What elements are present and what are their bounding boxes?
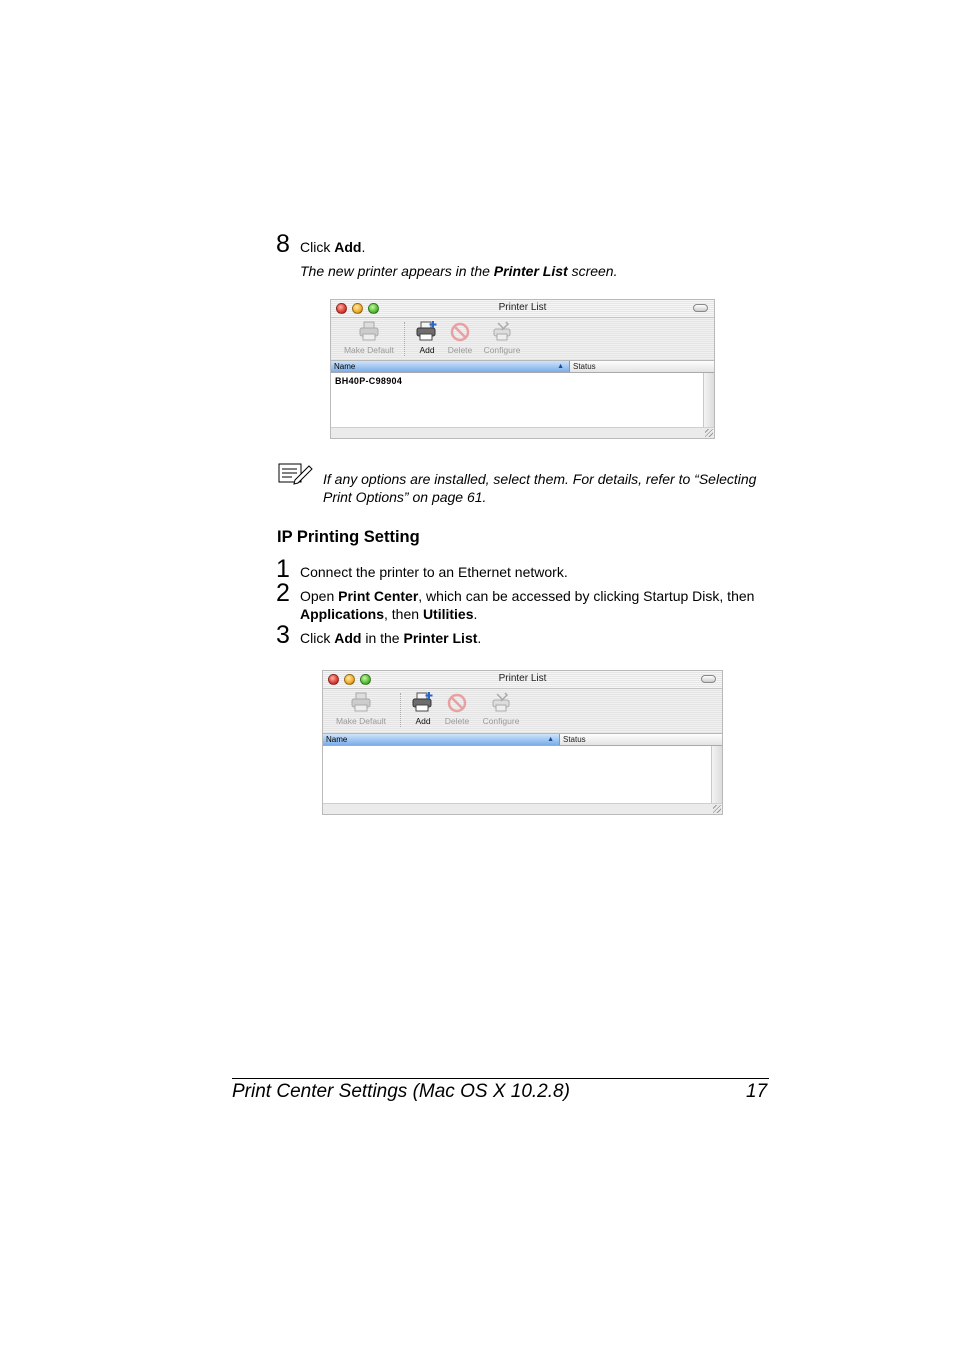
printer-list-window-2 bbox=[322, 670, 723, 815]
printer-list-window-1 bbox=[330, 299, 715, 439]
window-title: Printer List bbox=[498, 673, 547, 684]
vertical-scrollbar[interactable] bbox=[711, 746, 722, 804]
window-title: Printer List bbox=[498, 302, 547, 313]
sort-ascending-icon: ▲ bbox=[557, 363, 564, 370]
step-3-text: Click Add in the Printer List. bbox=[300, 630, 482, 646]
resize-grip-icon[interactable] bbox=[713, 805, 721, 813]
add-label: Add bbox=[419, 345, 435, 355]
result-bold: Printer List bbox=[493, 263, 568, 279]
name-column-label: Name bbox=[326, 735, 348, 744]
configure-icon bbox=[490, 320, 514, 342]
status-column-header[interactable]: Status bbox=[573, 362, 596, 371]
delete-button[interactable] bbox=[443, 320, 477, 355]
sort-ascending-icon: ▲ bbox=[547, 736, 554, 743]
add-button[interactable] bbox=[412, 320, 442, 355]
configure-label: Configure bbox=[482, 716, 520, 726]
toolbar-toggle-button[interactable] bbox=[701, 675, 716, 683]
name-column-label: Name bbox=[334, 362, 356, 371]
horizontal-scrollbar[interactable] bbox=[331, 427, 714, 438]
step-8-result bbox=[300, 262, 618, 280]
step-1-part: Connect the printer to an Ethernet network. bbox=[300, 564, 568, 580]
toolbar bbox=[323, 689, 722, 734]
title-bar[interactable] bbox=[323, 671, 722, 689]
configure-button[interactable] bbox=[478, 691, 524, 726]
make-default-label: Make Default bbox=[343, 345, 395, 355]
add-printer-icon bbox=[411, 691, 435, 713]
make-default-label: Make Default bbox=[335, 716, 387, 726]
page-number: 17 bbox=[746, 1081, 768, 1102]
add-label: Add bbox=[415, 716, 431, 726]
printer-list bbox=[323, 746, 722, 804]
delete-icon bbox=[446, 691, 468, 713]
toolbar-toggle-button[interactable] bbox=[693, 304, 708, 312]
status-column-header[interactable]: Status bbox=[563, 735, 586, 744]
printer-icon bbox=[358, 320, 380, 342]
make-default-button[interactable] bbox=[331, 691, 391, 726]
configure-button[interactable] bbox=[479, 320, 525, 355]
delete-label: Delete bbox=[444, 716, 470, 726]
add-printer-icon bbox=[415, 320, 439, 342]
delete-icon bbox=[449, 320, 471, 342]
step-8-part: Click bbox=[300, 239, 335, 255]
name-column-header[interactable] bbox=[323, 734, 560, 745]
note-text bbox=[323, 470, 756, 506]
title-bar[interactable] bbox=[331, 300, 714, 318]
step-2-line-1: Open Print Center, which can be accessed by clicking Startup Disk, then bbox=[300, 588, 755, 604]
configure-icon bbox=[489, 691, 513, 713]
step-number-1: 1 bbox=[276, 555, 290, 583]
make-default-button[interactable] bbox=[339, 320, 399, 355]
vertical-scrollbar[interactable] bbox=[703, 373, 714, 430]
printer-list bbox=[331, 373, 714, 430]
result-text-end: screen. bbox=[567, 263, 618, 279]
note-line-1: If any options are installed, select them. For details, refer to “Selecting bbox=[323, 471, 757, 487]
horizontal-scrollbar[interactable] bbox=[323, 803, 722, 814]
add-button[interactable] bbox=[408, 691, 438, 726]
table-header bbox=[323, 734, 722, 746]
note-line-2: Print Options” on page 61. bbox=[323, 489, 487, 505]
step-8-text bbox=[300, 238, 365, 256]
result-text: The new printer appears in the bbox=[300, 263, 494, 279]
printer-row[interactable]: BH40P-C98904 bbox=[335, 376, 403, 386]
step-8-part-bold: Add bbox=[334, 239, 362, 255]
resize-grip-icon[interactable] bbox=[705, 429, 713, 437]
note-icon bbox=[278, 462, 314, 486]
configure-label: Configure bbox=[483, 345, 521, 355]
step-2-text bbox=[300, 587, 754, 623]
table-header bbox=[331, 361, 714, 373]
step-number-3: 3 bbox=[276, 621, 290, 649]
section-heading: IP Printing Setting bbox=[277, 528, 420, 546]
step-2-line-2: Applications, then Utilities. bbox=[300, 606, 478, 622]
footer-title: Print Center Settings (Mac OS X 10.2.8) bbox=[232, 1081, 570, 1102]
toolbar bbox=[331, 318, 714, 361]
step-8-part: . bbox=[361, 239, 366, 255]
printer-icon bbox=[350, 691, 372, 713]
step-1-text bbox=[300, 563, 568, 581]
step-number-2: 2 bbox=[276, 579, 290, 607]
footer-rule bbox=[232, 1078, 769, 1079]
delete-label: Delete bbox=[447, 345, 473, 355]
step-number-8: 8 bbox=[276, 230, 290, 258]
name-column-header[interactable] bbox=[331, 361, 570, 372]
delete-button[interactable] bbox=[440, 691, 474, 726]
